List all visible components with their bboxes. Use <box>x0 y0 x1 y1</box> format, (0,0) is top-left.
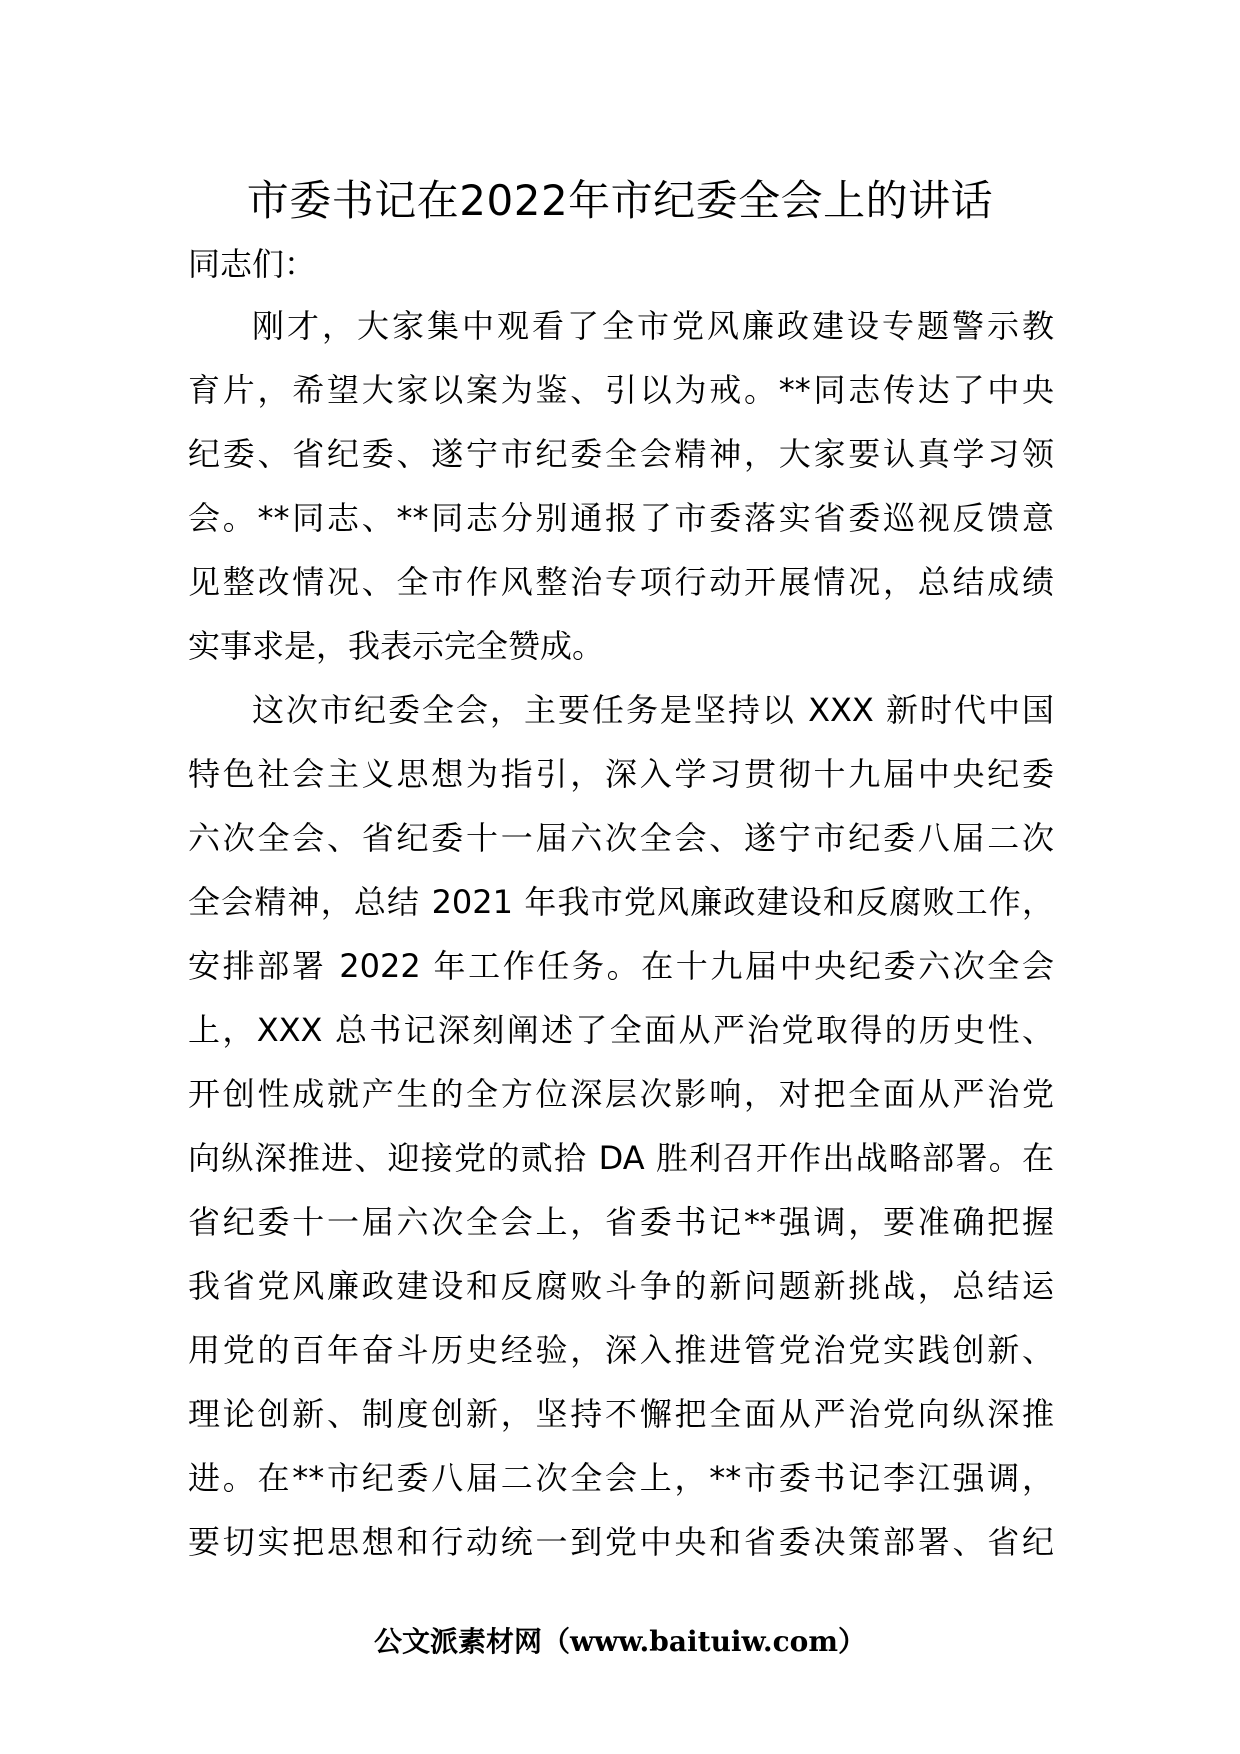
paragraph-1 <box>188 294 1054 678</box>
paragraph-line: 刚才，大家集中观看了全市党风廉政建设专题警示教 <box>252 307 1054 345</box>
salutation: 同志们： <box>188 245 317 283</box>
paragraph-line: 育片，希望大家以案为鉴、引以为戒。**同志传达了中央 <box>188 371 1054 409</box>
paragraph-line: 省纪委十一届六次全会上，省委书记**强调，要准确把握 <box>188 1203 1054 1241</box>
paragraph-line: 开创性成就产生的全方位深层次影响，对把全面从严治党 <box>188 1075 1054 1113</box>
paragraph-line: 特色社会主义思想为指引，深入学习贯彻十九届中央纪委 <box>188 755 1054 793</box>
paragraph-line: 会。**同志、**同志分别通报了市委落实省委巡视反馈意 <box>188 499 1054 537</box>
paragraph-line: 这次市纪委全会，主要任务是坚持以 XXX 新时代中国 <box>252 691 1054 729</box>
document-body <box>188 234 1054 1574</box>
paragraph-line: 理论创新、制度创新，坚持不懈把全面从严治党向纵深推 <box>188 1395 1054 1433</box>
paragraph-line: 见整改情况、全市作风整治专项行动开展情况，总结成绩 <box>188 563 1054 601</box>
document-title: 市委书记在2022年市纪委全会上的讲话 <box>246 176 994 225</box>
paragraph-line: 上，XXX 总书记深刻阐述了全面从严治党取得的历史性、 <box>188 1011 1054 1049</box>
paragraph-line: 进。在**市纪委八届二次全会上，**市委书记李江强调， <box>188 1459 1054 1497</box>
paragraph-line: 用党的百年奋斗历史经验，深入推进管党治党实践创新、 <box>188 1331 1054 1369</box>
paragraph-2 <box>188 678 1054 1574</box>
paragraph-line: 安排部署 2022 年工作任务。在十九届中央纪委六次全会 <box>188 947 1054 985</box>
paragraph-line: 全会精神，总结 2021 年我市党风廉政建设和反腐败工作， <box>188 883 1054 921</box>
paragraph-line: 纪委、省纪委、遂宁市纪委全会精神，大家要认真学习领 <box>188 435 1054 473</box>
paragraph-line: 向纵深推进、迎接党的贰拾 DA 胜利召开作出战略部署。在 <box>188 1139 1054 1177</box>
paragraph-line: 要切实把思想和行动统一到党中央和省委决策部署、省纪 <box>188 1523 1054 1561</box>
footer-watermark: 公文派素材网（www.baituiw.com） <box>374 1625 866 1658</box>
paragraph-line: 我省党风廉政建设和反腐败斗争的新问题新挑战，总结运 <box>188 1267 1054 1305</box>
paragraph-line: 实事求是，我表示完全赞成。 <box>188 627 605 665</box>
paragraph-line: 六次全会、省纪委十一届六次全会、遂宁市纪委八届二次 <box>188 819 1054 857</box>
